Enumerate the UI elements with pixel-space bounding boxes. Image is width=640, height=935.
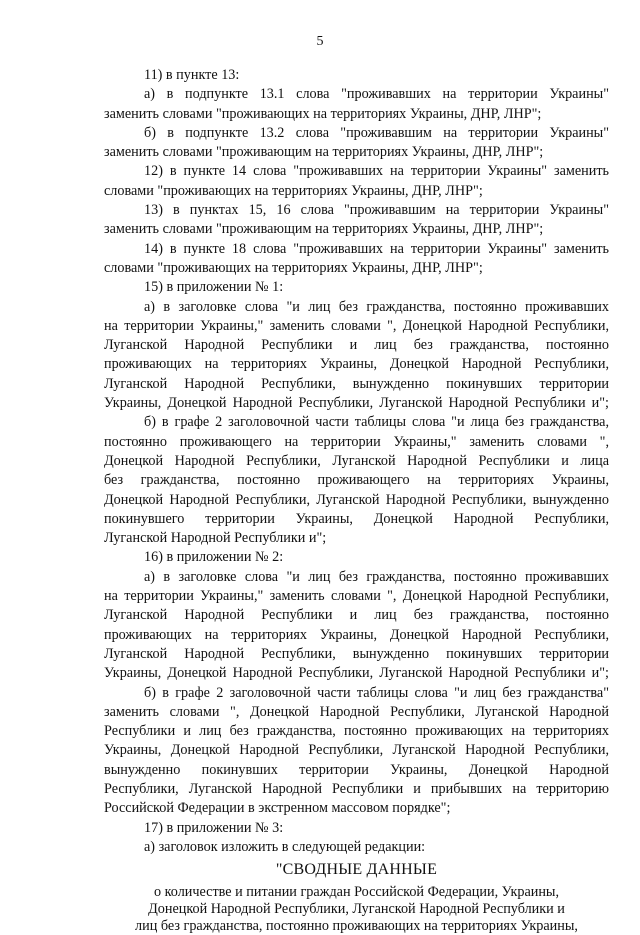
- text-line: Республики, Луганской Народной Республики и прибывших на территорию: [104, 780, 609, 797]
- text-line: а) в подпункте 13.1 слова "проживавших на территории Украины": [144, 86, 609, 103]
- text-line: Российской Федерации в экстренном массовом порядке";: [104, 800, 451, 817]
- text-line: покинувшего территории Украины, Донецкой Народной Республики,: [104, 510, 609, 527]
- text-line: без гражданства, постоянно проживающего на территориях Украины,: [104, 472, 609, 489]
- text-line: 17) в приложении № 3:: [144, 819, 284, 836]
- text-line: заменить словами ", Донецкой Народной Республики, Луганской Народной: [104, 703, 609, 720]
- text-line: а) в заголовке слова "и лиц без гражданства, постоянно проживавших: [144, 568, 609, 585]
- text-line: б) в графе 2 заголовочной части таблицы слова "и лица без гражданства,: [144, 414, 609, 431]
- subtitle-line: лиц без гражданства, постоянно проживающих на территориях Украины,: [135, 918, 578, 935]
- text-line: Украины, Донецкой Народной Республики, Луганской Народной Республики и";: [104, 665, 609, 682]
- text-line: вынужденно покинувших территории Украины, Донецкой Народной: [104, 761, 609, 778]
- annex-title: "СВОДНЫЕ ДАННЫЕ: [275, 861, 438, 879]
- text-line: Луганской Народной Республики, вынужденно покинувших территории: [104, 375, 609, 392]
- text-line: 14) в пункте 18 слова "проживавших на территории Украины" заменить: [144, 240, 609, 257]
- annex-subtitle: [104, 884, 609, 935]
- text-line: словами "проживающих на территориях Украины, ДНР, ЛНР";: [104, 259, 483, 276]
- page-number: 5: [316, 34, 324, 49]
- subtitle-line: о количестве и питании граждан Российской Федерации, Украины,: [153, 884, 560, 901]
- text-line: б) в графе 2 заголовочной части таблицы слова "и лиц без гражданства": [144, 684, 609, 701]
- text-line: 15) в приложении № 1:: [144, 279, 284, 296]
- text-line: Луганской Народной Республики и лиц без гражданства, постоянно: [104, 337, 609, 354]
- text-line: 12) в пункте 14 слова "проживавших на территории Украины" заменить: [144, 163, 609, 180]
- text-line: заменить словами "проживающих на территориях Украины, ДНР, ЛНР";: [104, 105, 542, 122]
- text-line: на территории Украины," заменить словами ", Донецкой Народной Республики,: [104, 317, 609, 334]
- text-line: проживающих на территориях Украины, Донецкой Народной Республики,: [104, 356, 609, 373]
- text-line: а) в заголовке слова "и лиц без гражданства, постоянно проживавших: [144, 298, 609, 315]
- text-line: б) в подпункте 13.2 слова "проживавшим на территории Украины": [144, 124, 609, 141]
- text-line: Донецкой Народной Республики, Луганской Народной Республики и лица: [104, 452, 609, 469]
- text-line: 16) в приложении № 2:: [144, 549, 284, 566]
- text-line: постоянно проживающего на территории Украины," заменить словами ",: [104, 433, 609, 450]
- text-line: Украины, Донецкой Народной Республики, Луганской Народной Республики и";: [104, 395, 609, 412]
- text-line: словами "проживающих на территориях Украины, ДНР, ЛНР";: [104, 182, 483, 199]
- document-body: [104, 66, 609, 935]
- text-line: проживающих на территориях Украины, Донецкой Народной Республики,: [104, 626, 609, 643]
- text-line: Луганской Народной Республики и лиц без гражданства, постоянно: [104, 607, 609, 624]
- text-line: заменить словами "проживающим на территориях Украины, ДНР, ЛНР";: [104, 221, 544, 238]
- text-line: заменить словами "проживающим на территориях Украины, ДНР, ЛНР";: [104, 144, 544, 161]
- text-line: 11) в пункте 13:: [144, 67, 240, 83]
- text-line: на территории Украины," заменить словами ", Донецкой Народной Республики,: [104, 588, 609, 605]
- text-line: Украины, Донецкой Народной Республики, Луганской Народной Республики,: [104, 742, 609, 759]
- text-line: Республики и лиц без гражданства, постоянно проживающих на территориях: [104, 723, 609, 740]
- text-line: а) заголовок изложить в следующей редакции:: [144, 838, 426, 855]
- text-line: Луганской Народной Республики, вынужденно покинувших территории: [104, 645, 609, 662]
- text-line: 13) в пунктах 15, 16 слова "проживавшим на территории Украины": [144, 202, 609, 219]
- text-line: Донецкой Народной Республики, Луганской Народной Республики, вынужденно: [104, 491, 609, 508]
- text-line: Луганской Народной Республики и";: [104, 530, 327, 547]
- subtitle-line: Донецкой Народной Республики, Луганской Народной Республики и: [148, 901, 565, 918]
